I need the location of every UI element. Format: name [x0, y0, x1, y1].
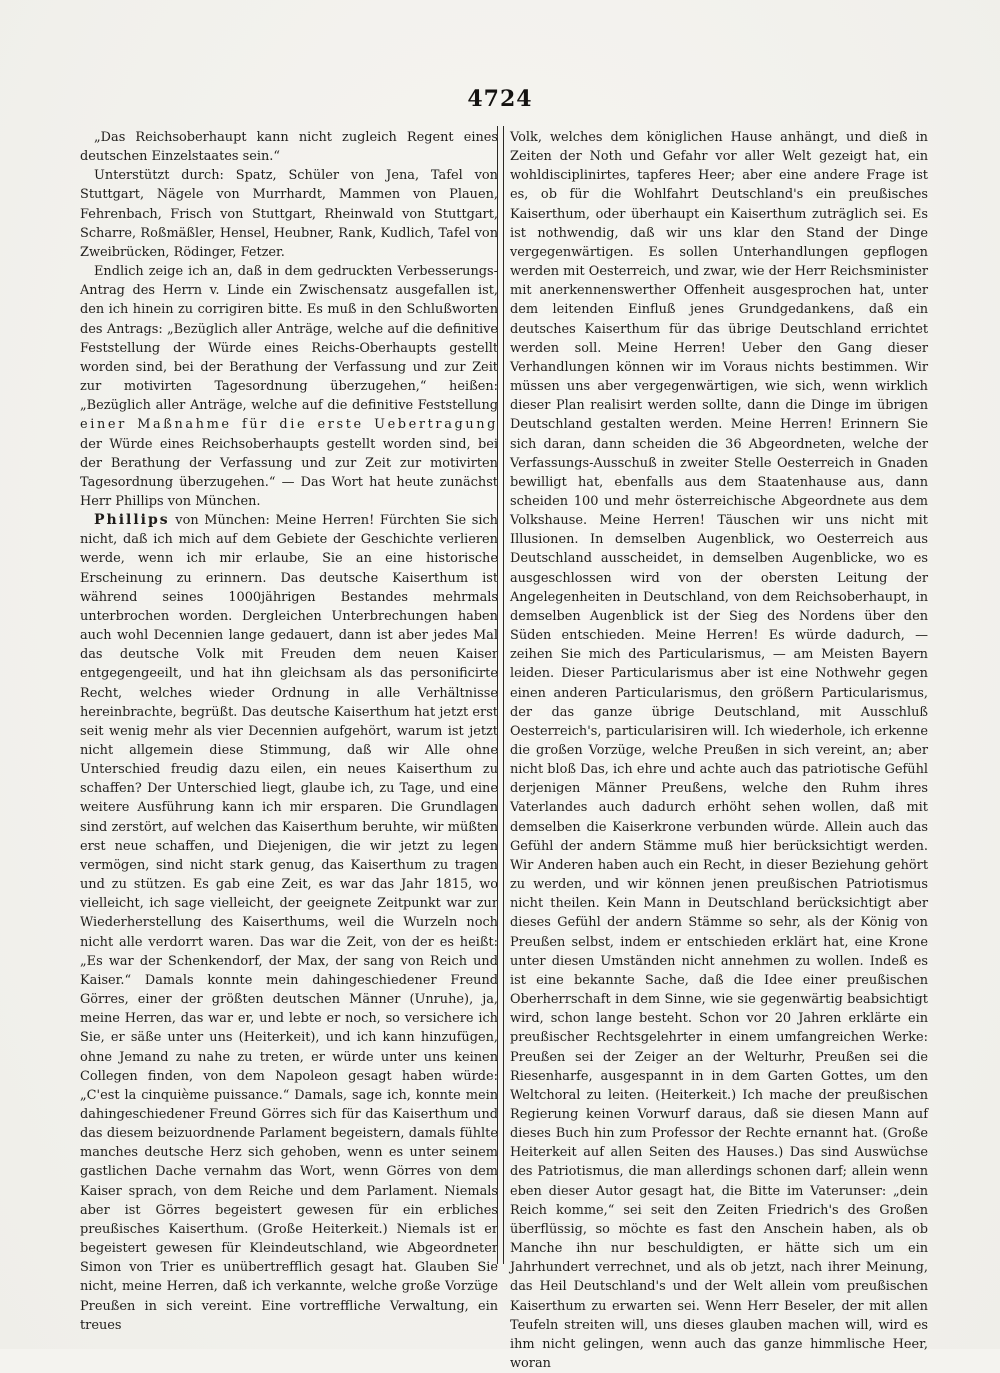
supporters-block — [80, 166, 498, 262]
speech-text-left: von München: Meine Herren! Fürchten Sie sich nicht, daß ich mich auf dem Gebiete der Geschichte verlieren werde, wenn ich mir erlaube, Sie an eine historische Erscheinung zu erinnern. Das deutsche Kaiserthum ist während seines 1000jährigen Bestandes mehrmals unterbrochen worden. Dergleichen Unterbrechungen haben auch wohl Decennien lange gedauert, dann ist aber jedes Mal das deutsche Volk mit Freuden dem neuen Kaiser entgegengeeilt, und hat ihn gleichsam als das personificirte Recht, welches wieder Ordnung in alle Verhältnisse hereinbrachte, begrüßt. Das deutsche Kaiserthum hat jetzt erst seit wenig mehr als vier Decennien aufgehört, warum ist jetzt nicht allgemein diese Stimmung, daß wir Alle ohne Unterschied freudig dazu eilen, ein neues Kaiserthum zu schaffen? Der Unterschied liegt, glaube ich, zu Tage, und eine weitere Ausführung kann ich mir ersparen. Die Grundlagen sind zerstört, auf welchen das Kaiserthum beruhte, wir müßten erst neue schaffen, und Diejenigen, die wir jetzt zu legen vermögen, sind nicht stark genug, das Kaiserthum zu tragen und zu stützen. Es gab eine Zeit, es war das Jahr 1815, wo vielleicht, ich sage vielleicht, der geeignete Zeitpunkt war zur Wiederherstellung des Kaiserthums, weil die Wurzeln noch nicht alle verdorrt waren. Das war die Zeit, von der es heißt: „Es war der Schenkendorf, der Max, der sang von Reich und Kaiser.“ Damals konnte mein dahingeschiedener Freund Görres, einer der größten deutschen Männer (Unruhe), ja, meine Herren, das war er, und lebte er noch, so versichere ich Sie, er säße unter uns (Heiterkeit), und ich kann hinzufügen, ohne Jemand zu nahe zu treten, er würde unter uns keinen Collegen finden, von dem Napoleon gesagt haben würde: „C'est la cinquième puissance.“ Damals, sage ich, konnte mein dahingeschiedener Freund Görres sich für das Kaiserthum und das diesem beizuordnende Parlament begeistern, damals fühlte manches deutsche Herz sich gehoben, wenn es unter seinem gastlichen Dache vernahm das Wort, wenn Görres von dem Kaiser sprach, von dem Reiche und dem Parlament. Niemals aber ist Görres begeistert gewesen für ein erbliches preußisches Kaiserthum. (Große Heiterkeit.) Niemals ist er begeistert gewesen für Kleindeutschland, wie Abgeordneter Simon von Trier es unübertrefflich gesagt hat. Glauben Sie nicht, meine Herren, daß ich verkannte, welche große Vorzüge Preußen in sich vereint. Eine vortreffliche Verwaltung, ein treues — [80, 513, 498, 1333]
correction-text-1: Endlich zeige ich an, daß in dem gedruckten Verbesserungs-Antrag des Herrn v. Linde ein Zwischensatz ausgefallen ist, den ich hinein zu corrigiren bitte. Es muß in den Schlußworten des Antrags: „Bezüglich aller Anträge, welche auf die definitive Feststellung der Würde eines Reichs-Oberhaupts gestellt worden sind, bei der Berathung der Verfassung und zur Zeit zur motivirten Tagesordnung überzugehen,“ heißen: „Bezüglich aller Anträge, welche auf die definitive Feststellung — [80, 264, 498, 414]
page-number: 4724 — [467, 86, 533, 112]
supporters-names: Spatz, Schüler von Jena, Tafel von Stuttgart, Nägele von Murrhardt, Mammen von Plauen, Fehrenbach, Frisch von Stuttgart, Rheinwald von Stuttgart, Scharre, Roßmäßler, Hensel, Heubner, Rank, Kudlich, Tafel von Zweibrücken, Rödinger, Fetzer. — [80, 168, 498, 260]
correction-text-2: der Würde eines Reichsoberhaupts gestellt worden sind, bei der Berathung der Verfassung und zur Zeit zur motivirten Tagesordnung überzugehen.“ — Das Wort hat heute zunächst Herr Phillips von München. — [80, 436, 498, 509]
quoted-motion: „Das Reichsoberhaupt kann nicht zugleich Regent eines deutschen Einzelstaates sein.“ — [80, 130, 498, 165]
speech-paragraph — [80, 511, 498, 1335]
column-divider — [497, 126, 504, 1264]
left-column — [80, 128, 498, 1333]
speaker-name: Phillips — [94, 512, 170, 529]
correction-spaced-text: einer Maßnahme für die erste Uebertragung — [80, 417, 498, 433]
correction-paragraph — [80, 262, 498, 511]
speech-continuation — [510, 128, 928, 1373]
right-column — [510, 128, 928, 1371]
speech-text-right: Volk, welches dem königlichen Hause anhängt, und dieß in Zeiten der Noth und Gefahr vor aller Welt gezeigt hat, ein wohldisciplinirtes, tapferes Heer; aber eine andere Frage ist es, ob für die Wohlfahrt Deutschland's ein preußisches Kaiserthum, oder überhaupt ein Kaiserthum zuträglich sei. Es ist nothwendig, daß wir uns klar den Stand der Dinge vergegenwärtigen. Es sollen Unterhandlungen gepflogen werden mit Oesterreich, und zwar, wie der Herr Reichsminister mit anerkennenswerther Offenheit ausgesprochen hat, unter dem leitenden Einfluß jenes Grundgedankens, daß ein deutsches Kaiserthum für das übrige Deutschland errichtet werden soll. Meine Herren! Ueber den Gang dieser Verhandlungen können wir im Voraus nichts bestimmen. Wir müssen uns aber vergegenwärtigen, wie sich, wenn wirklich dieser Plan realisirt werden sollte, dann die Dinge im übrigen Deutschland gestalten werden. Meine Herren! Erinnern Sie sich daran, dann scheiden die 36 Abgeordneten, welche der Verfassungs-Ausschuß in zweiter Stelle Oesterreich in Gnaden bewilligt hat, ebenfalls aus dem Staatenhause aus, dann scheiden 100 und mehr österreichische Abgeordnete aus dem Volkshause. Meine Herren! Täuschen wir uns nicht mit Illusionen. In demselben Augenblick, wo Oesterreich aus Deutschland ausscheidet, in demselben Augenblicke, wo es ausgeschlossen wird von der obersten Leitung der Angelegenheiten in Deutschland, von dem Reichsoberhaupt, in demselben Augenblick ist der Sieg des Nordens über den Süden entschieden. Meine Herren! Es würde dadurch, — zeihen Sie mich des Particularismus, — am Meisten Bayern leiden. Dieser Particularismus aber ist eine Nothwehr gegen einen anderen Particularismus, den größern Particularismus, der das ganze übrige Deutschland, mit Ausschluß Oesterreich's, particularisiren will. Ich wiederhole, ich erkenne die großen Vorzüge, welche Preußen in sich vereint, an; aber nicht bloß Das, ich ehre und achte auch das patriotische Gefühl derjenigen Männer Preußens, welche den Ruhm ihres Vaterlandes auch dadurch erhöht sehen wollen, daß mit demselben die Kaiserkrone verbunden würde. Allein auch das Gefühl der andern Stämme muß hier berücksichtigt werden. Wir Anderen haben auch ein Recht, in dieser Beziehung gehört zu werden, und wir können jenen preußischen Patriotismus nicht theilen. Kein Mann in Deutschland berücksichtigt aber dieses Gefühl der andern Stämme so sehr, als der König von Preußen selbst, indem er entschieden erklärt hat, eine Krone unter diesen Umständen nicht annehmen zu wollen. Indeß es ist eine bekannte Sache, daß die Idee einer preußischen Oberherrschaft in dem Sinne, wie sie gegenwärtig beabsichtigt wird, schon lange besteht. Schon vor 20 Jahren erklärte ein preußischer Rechtsgelehrter in einem umfangreichen Werke: Preußen sei der Zeiger an der Welturhr, Preußen sei die Riesenharfe, ausgespannt in in dem Garten Gottes, um den Weltchoral zu leiten. (Heiterkeit.) Ich mache der preußischen Regierung keinen Vorwurf daraus, daß sie diesen Mann auf dieses Buch hin zum Professor der Rechte ernannt hat. (Große Heiterkeit auf allen Seiten des Hauses.) Das sind Auswüchse des Patriotismus, die man allerdings schonen darf; allein wenn eben dieser Autor gesagt hat, die Bitte im Vaterunser: „dein Reich komme,“ sei seit den Zeiten Friedrich's des Großen überflüssig, so möchte es fast den Anschein haben, als ob Manche ihn nur beschuldigten, er hätte sich um ein Jahrhundert verrechnet, und als ob jetzt, nach ihrer Meinung, das Heil Deutschland's und der Welt allein vom preußischen Kaiserthum zu erwarten sei. Wenn Herr Beseler, der mit allen Teufeln streiten will, uns dieses glauben machen will, wird es ihm nicht gelingen, wenn auch das ganze himmlische Heer, woran — [510, 130, 928, 1371]
supporters-label: Unterstützt durch: — [94, 168, 224, 184]
